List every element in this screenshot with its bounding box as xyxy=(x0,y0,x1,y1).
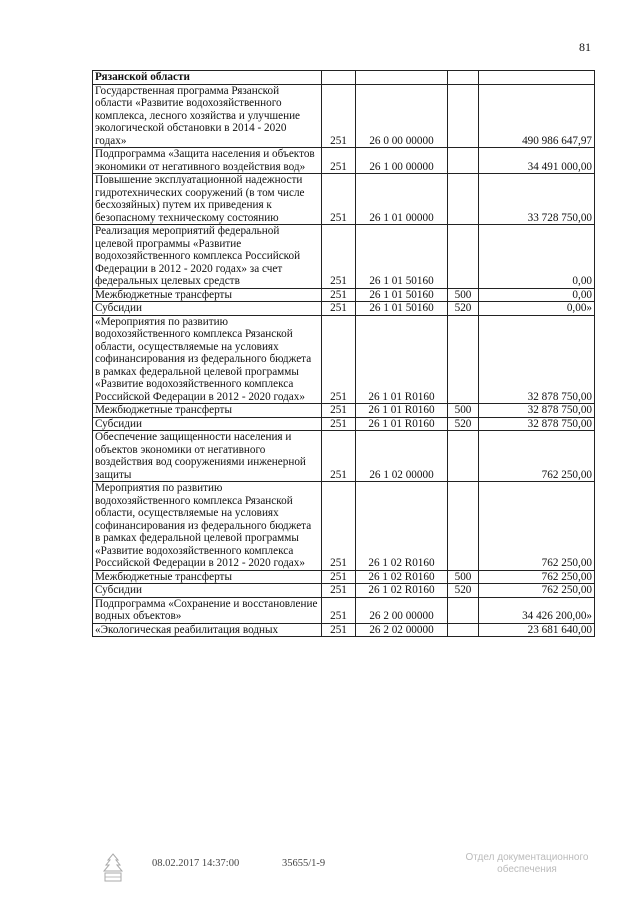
cell-amount: 33 728 750,00 xyxy=(479,174,595,225)
table-row xyxy=(93,148,595,174)
cell-csr: 26 1 02 R0160 xyxy=(356,584,448,598)
cell-gr: 251 xyxy=(322,623,356,637)
cell-vr xyxy=(448,623,479,637)
cell-amount: 23 681 640,00 xyxy=(479,623,595,637)
cell-name: «Экологическая реабилитация водных xyxy=(93,623,322,637)
cell-name: Межбюджетные трансферты xyxy=(93,570,322,584)
cell-name: Обеспечение защищенности населения и объектов экономики от негативного воздействия вод сооружениями инженерной защиты xyxy=(93,431,322,482)
cell-csr: 26 2 00 00000 xyxy=(356,597,448,623)
cell-vr xyxy=(448,71,479,85)
table-row xyxy=(93,584,595,598)
cell-gr: 251 xyxy=(322,431,356,482)
cell-csr: 26 1 02 00000 xyxy=(356,431,448,482)
table-row xyxy=(93,288,595,302)
cell-csr: 26 1 00 00000 xyxy=(356,148,448,174)
cell-name: Субсидии xyxy=(93,302,322,316)
budget-table-body xyxy=(93,71,595,637)
cell-gr: 251 xyxy=(322,288,356,302)
cell-csr: 26 1 02 R0160 xyxy=(356,482,448,571)
cell-csr: 26 1 01 R0160 xyxy=(356,315,448,404)
cell-gr: 251 xyxy=(322,174,356,225)
cell-csr: 26 1 01 50160 xyxy=(356,288,448,302)
cell-amount: 34 491 000,00 xyxy=(479,148,595,174)
cell-gr: 251 xyxy=(322,584,356,598)
cell-name: «Мероприятия по развитию водохозяйственного комплекса Рязанской области, осуществляемые на условиях софинансирования из федерального бюджета в рамках федеральной целевой программы «Развитие водохозяйственного комплекса Российской Федерации в 2012 - 2020 годах» xyxy=(93,315,322,404)
cell-csr: 26 1 01 00000 xyxy=(356,174,448,225)
cell-name: Повышение эксплуатационной надежности гидротехнических сооружений (в том числе бесхозяйных) путем их приведения к безопасному техническому состоянию xyxy=(93,174,322,225)
cell-gr: 251 xyxy=(322,417,356,431)
cell-amount: 32 878 750,00 xyxy=(479,404,595,418)
cell-vr xyxy=(448,482,479,571)
cell-amount xyxy=(479,71,595,85)
table-row xyxy=(93,315,595,404)
table-row xyxy=(93,570,595,584)
cell-csr: 26 0 00 00000 xyxy=(356,84,448,148)
cell-vr xyxy=(448,174,479,225)
cell-name: Субсидии xyxy=(93,417,322,431)
table-row xyxy=(93,417,595,431)
cell-amount: 0,00» xyxy=(479,302,595,316)
cell-csr: 26 2 02 00000 xyxy=(356,623,448,637)
cell-gr: 251 xyxy=(322,225,356,289)
cell-amount: 762 250,00 xyxy=(479,584,595,598)
cell-vr xyxy=(448,148,479,174)
cell-amount: 762 250,00 xyxy=(479,482,595,571)
cell-csr: 26 1 01 R0160 xyxy=(356,417,448,431)
cell-vr xyxy=(448,597,479,623)
footer-timestamp: 08.02.2017 14:37:00 xyxy=(152,858,240,869)
cell-vr xyxy=(448,431,479,482)
cell-amount: 32 878 750,00 xyxy=(479,315,595,404)
table-row xyxy=(93,71,595,85)
cell-name: Межбюджетные трансферты xyxy=(93,404,322,418)
cell-vr: 500 xyxy=(448,288,479,302)
cell-csr: 26 1 01 50160 xyxy=(356,302,448,316)
budget-table xyxy=(92,70,595,637)
footer-stamp: Отдел документационного обеспечения xyxy=(465,852,589,875)
table-row xyxy=(93,174,595,225)
cell-name: Межбюджетные трансферты xyxy=(93,288,322,302)
table-row xyxy=(93,84,595,148)
cell-vr: 520 xyxy=(448,302,479,316)
table-row xyxy=(93,431,595,482)
cell-name: Мероприятия по развитию водохозяйственного комплекса Рязанской области, осуществляемые на условиях софинансирования из федерального бюджета в рамках федеральной целевой программы «Развитие водохозяйственного комплекса Российской Федерации в 2012 - 2020 годах» xyxy=(93,482,322,571)
cell-name: Подпрограмма «Сохранение и восстановление водных объектов» xyxy=(93,597,322,623)
cell-vr: 500 xyxy=(448,570,479,584)
cell-csr: 26 1 01 R0160 xyxy=(356,404,448,418)
cell-amount: 490 986 647,97 xyxy=(479,84,595,148)
cell-amount: 762 250,00 xyxy=(479,570,595,584)
table-row xyxy=(93,302,595,316)
cell-gr xyxy=(322,71,356,85)
cell-amount: 34 426 200,00» xyxy=(479,597,595,623)
table-row xyxy=(93,623,595,637)
cell-vr: 520 xyxy=(448,584,479,598)
cell-name: Рязанской области xyxy=(93,71,322,85)
cell-amount: 0,00 xyxy=(479,225,595,289)
cell-gr: 251 xyxy=(322,315,356,404)
cell-vr xyxy=(448,225,479,289)
cell-gr: 251 xyxy=(322,302,356,316)
cell-name: Государственная программа Рязанской области «Развитие водохозяйственного комплекса, лесного хозяйства и улучшение экологической обстановки в 2014 - 2020 годах» xyxy=(93,84,322,148)
table-row xyxy=(93,225,595,289)
cell-name: Подпрограмма «Защита населения и объектов экономики от негативного воздействия вод» xyxy=(93,148,322,174)
cell-amount: 0,00 xyxy=(479,288,595,302)
cell-vr: 520 xyxy=(448,417,479,431)
cell-vr xyxy=(448,84,479,148)
cell-gr: 251 xyxy=(322,404,356,418)
cell-csr: 26 1 02 R0160 xyxy=(356,570,448,584)
coat-of-arms-icon xyxy=(96,852,130,886)
cell-csr xyxy=(356,71,448,85)
cell-name: Субсидии xyxy=(93,584,322,598)
cell-gr: 251 xyxy=(322,148,356,174)
cell-gr: 251 xyxy=(322,482,356,571)
cell-gr: 251 xyxy=(322,570,356,584)
table-row xyxy=(93,482,595,571)
cell-vr: 500 xyxy=(448,404,479,418)
cell-amount: 762 250,00 xyxy=(479,431,595,482)
table-row xyxy=(93,404,595,418)
table-row xyxy=(93,597,595,623)
footer-document-code: 35655/1-9 xyxy=(282,858,326,869)
cell-gr: 251 xyxy=(322,84,356,148)
cell-gr: 251 xyxy=(322,597,356,623)
cell-name: Реализация мероприятий федеральной целевой программы «Развитие водохозяйственного комплекса Российской Федерации в 2012 - 2020 годах» за счет федеральных целевых средств xyxy=(93,225,322,289)
page-number: 81 xyxy=(579,40,591,54)
cell-vr xyxy=(448,315,479,404)
cell-csr: 26 1 01 50160 xyxy=(356,225,448,289)
cell-amount: 32 878 750,00 xyxy=(479,417,595,431)
